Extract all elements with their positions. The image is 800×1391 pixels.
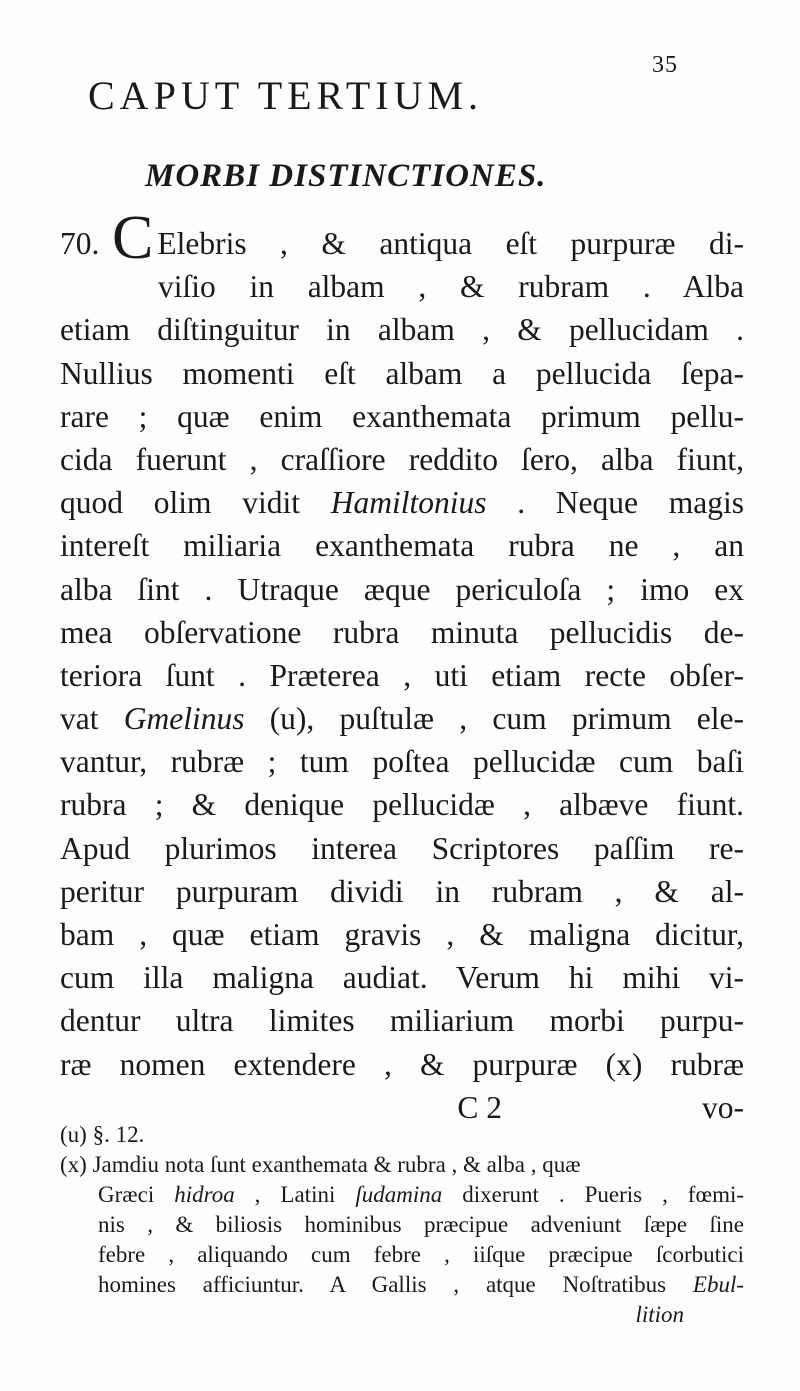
line-text: bam , quæ etiam gravis , & maligna dicitur, bbox=[60, 917, 744, 952]
drop-capital: C bbox=[112, 204, 154, 272]
footnotes bbox=[60, 1120, 744, 1330]
footnote-marker: (x) bbox=[60, 1152, 87, 1177]
line-text: mea obſervatione rubra minuta pellucidis de- bbox=[60, 614, 744, 650]
text-line bbox=[60, 265, 744, 308]
line-text: etiam diſtinguitur in albam , & pellucidam . bbox=[60, 312, 744, 348]
author-name-gmelinus: Gmelinus bbox=[123, 701, 245, 737]
line-text: Elebris , & antiqua eſt purpuræ di- bbox=[157, 226, 744, 261]
line-text: teriora ſunt . Præterea , uti etiam recte obſer- bbox=[60, 657, 744, 693]
line-text: vantur, rubræ ; tum poſtea pellucidæ cum baſi bbox=[60, 744, 744, 780]
footnote-x-line bbox=[60, 1240, 744, 1270]
text-line bbox=[60, 352, 744, 395]
footnote-text: febre , aliquando cum febre , iiſque præcipue ſcorbutici bbox=[98, 1242, 744, 1267]
footnote-text: Græci bbox=[98, 1182, 175, 1207]
text-line bbox=[60, 740, 744, 783]
footnote-text: dixerunt . Pueris , fœmi- bbox=[442, 1182, 745, 1207]
line-text: peritur purpuram dividi in rubram , & al- bbox=[60, 873, 744, 909]
footnote-marker: (u) bbox=[60, 1122, 87, 1147]
text-line bbox=[60, 827, 744, 870]
text-line bbox=[60, 913, 744, 956]
text-line bbox=[60, 1043, 744, 1086]
text-line bbox=[60, 956, 744, 999]
greek-term: hidroa bbox=[174, 1182, 235, 1207]
signature-mark: C 2 bbox=[457, 1089, 502, 1125]
chapter-title: CAPUT TERTIUM. bbox=[88, 73, 484, 118]
footnote-x-last-line: lition bbox=[635, 1302, 684, 1327]
text-line bbox=[60, 870, 744, 913]
line-text: vat bbox=[60, 701, 124, 737]
french-term: Ebul- bbox=[692, 1272, 744, 1297]
author-name-hamiltonius: Hamiltonius bbox=[330, 485, 487, 521]
footnote-u bbox=[60, 1120, 744, 1150]
text-line bbox=[60, 568, 744, 611]
text-line bbox=[60, 697, 744, 740]
page-number: 35 bbox=[652, 52, 678, 78]
line-text: . Neque magis bbox=[486, 485, 744, 521]
section-title: MORBI DISTINCTIONES. bbox=[145, 158, 547, 194]
footnote-text: §. 12. bbox=[92, 1122, 145, 1147]
text-line bbox=[60, 524, 744, 567]
footnote-x bbox=[60, 1150, 744, 1180]
text-line bbox=[60, 204, 744, 272]
footnote-text: homines afficiuntur. A Gallis , atque Noſtratibus bbox=[98, 1272, 693, 1297]
footnote-x-line bbox=[60, 1180, 744, 1210]
latin-term: ſudamina bbox=[355, 1182, 443, 1207]
line-text: alba ſint . Utraque æque periculoſa ; imo ex bbox=[60, 571, 744, 607]
footnote-x-line bbox=[60, 1210, 744, 1240]
text-line bbox=[60, 999, 744, 1042]
line-text: ræ nomen extendere , & purpuræ (x) rubræ bbox=[60, 1046, 744, 1082]
text-line bbox=[60, 481, 744, 524]
footnote-text: , Latini bbox=[234, 1182, 356, 1207]
line-text: rubra ; & denique pellucidæ , albæve fiunt. bbox=[60, 787, 744, 823]
catchword: vo- bbox=[702, 1089, 744, 1125]
line-text: rare ; quæ enim exanthemata primum pellu- bbox=[60, 398, 744, 434]
footnote-x-line bbox=[60, 1270, 744, 1300]
line-text: Nullius momenti eſt albam a pellucida ſepa- bbox=[60, 355, 744, 391]
line-text: (u), puſtulæ , cum primum ele- bbox=[244, 701, 744, 737]
paragraph-number: 70. bbox=[60, 226, 100, 261]
text-line bbox=[60, 308, 744, 351]
main-paragraph bbox=[60, 204, 744, 1129]
text-line bbox=[60, 783, 744, 826]
text-line bbox=[60, 654, 744, 697]
footnote-text: nis , & biliosis hominibus præcipue adveniunt ſæpe ſine bbox=[98, 1212, 744, 1237]
footnote-text: Jamdiu nota ſunt exanthemata & rubra , & alba , quæ bbox=[92, 1152, 581, 1177]
line-text: cida fuerunt , craſſiore reddito ſero, alba fiunt, bbox=[60, 441, 744, 477]
line-text: cum illa maligna audiat. Verum hi mihi vi- bbox=[60, 960, 744, 996]
text-line bbox=[60, 611, 744, 654]
text-line bbox=[60, 438, 744, 481]
line-text: intereſt miliaria exanthemata rubra ne , an bbox=[60, 528, 744, 564]
line-text: Apud plurimos interea Scriptores paſſim re- bbox=[60, 830, 744, 866]
line-text: quod olim vidit bbox=[60, 485, 331, 521]
line-text: viſio in albam , & rubram . Alba bbox=[158, 269, 744, 305]
line-text: dentur ultra limites miliarium morbi purpu- bbox=[60, 1003, 744, 1039]
text-line bbox=[60, 395, 744, 438]
